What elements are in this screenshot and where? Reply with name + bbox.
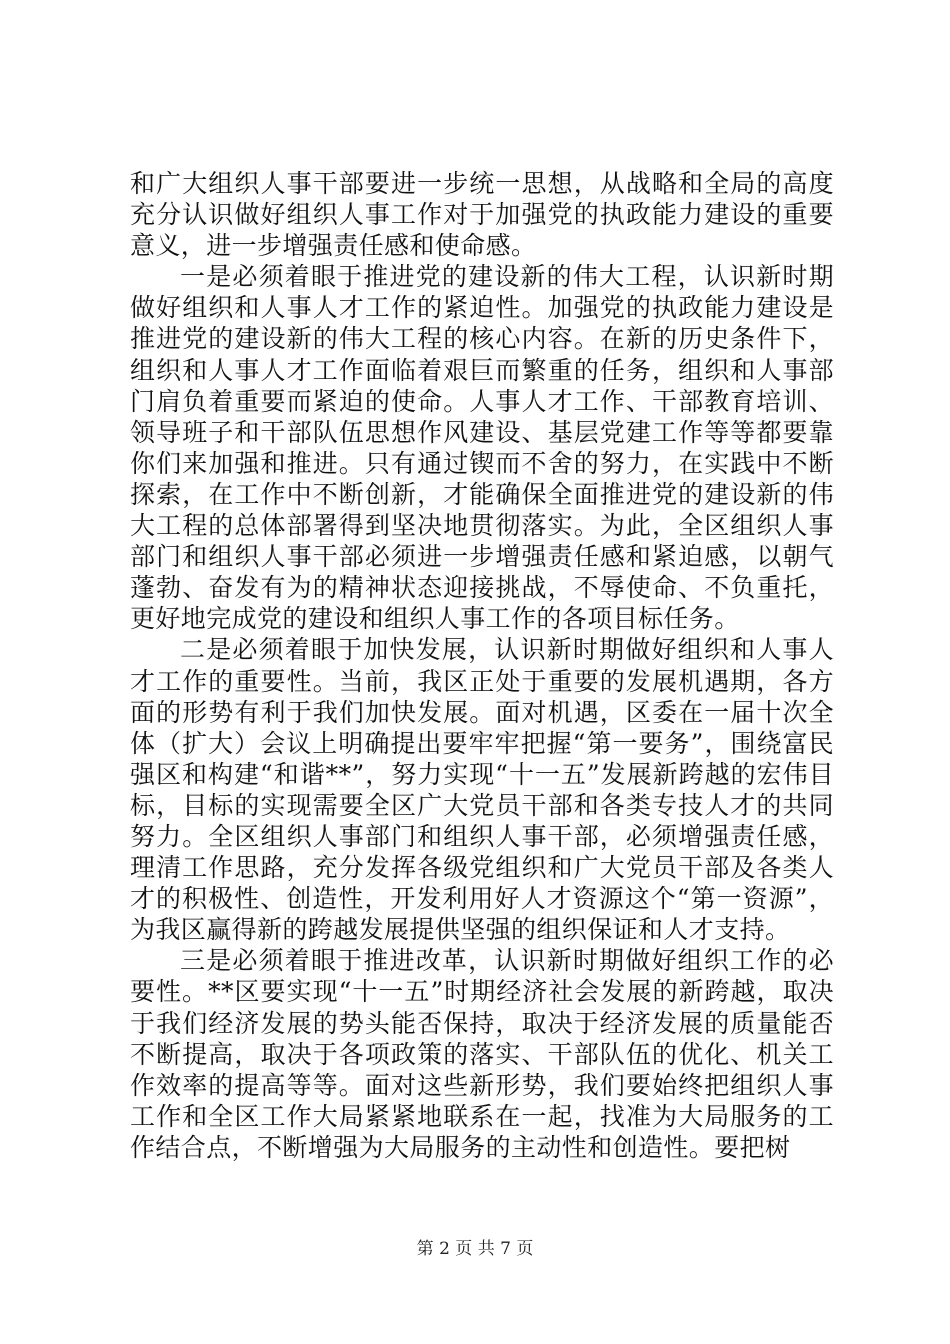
paragraph-2: 一是必须着眼于推进党的建设新的伟大工程，认识新时期做好组织和人事人才工作的紧迫性。加强党的执政能力建设是推进党的建设新的伟大工程的核心内容。在新的历史条件下，组织和人事人才工作面临着艰巨而繁重的任务，组织和人事部门肩负着重要而紧迫的使命。人事人才工作、干部教育培训、领导班子和干部队伍思想作风建设、基层党建工作等等都要靠你们来加强和推进。只有通过锲而不舍的努力，在实践中不断探索，在工作中不断创新，才能确保全面推进党的建设新的伟大工程的总体部署得到坚决地贯彻落实。为此，全区组织人事部门和组织人事干部必须进一步增强责任感和紧迫感，以朝气蓬勃、奋发有为的精神状态迎接挑战，不辱使命、不负重托，更好地完成党的建设和组织人事工作的各项目标任务。 [130,262,834,634]
paragraph-1: 和广大组织人事干部要进一步统一思想，从战略和全局的高度充分认识做好组织人事工作对于加强党的执政能力建设的重要意义，进一步增强责任感和使命感。 [130,169,834,261]
paragraph-3: 二是必须着眼于加快发展，认识新时期做好组织和人事人才工作的重要性。当前，我区正处于重要的发展机遇期，各方面的形势有利于我们加快发展。面对机遇，区委在一届十次全体（扩大）会议上明确提出要牢牢把握“第一要务”，围绕富民强区和构建“和谐**”，努力实现“十一五”发展新跨越的宏伟目标，目标的实现需要全区广大党员干部和各类专技人才的共同努力。全区组织人事部门和组织人事干部，必须增强责任感，理清工作思路，充分发挥各级党组织和广大党员干部及各类人才的积极性、创造性，开发利用好人才资源这个“第一资源”，为我区赢得新的跨越发展提供坚强的组织保证和人才支持。 [130,635,834,945]
page-number-footer: 第 2 页 共 7 页 [416,1239,534,1259]
document-body [130,168,834,1163]
paragraph-4: 三是必须着眼于推进改革，认识新时期做好组织工作的必要性。**区要实现“十一五”时期经济社会发展的新跨越，取决于我们经济发展的势头能否保持，取决于经济发展的质量能否不断提高，取决于各项政策的落实、干部队伍的优化、机关工作效率的提高等等。面对这些新形势，我们要始终把组织人事工作和全区工作大局紧紧地联系在一起，找准为大局服务的工作结合点，不断增强为大局服务的主动性和创造性。要把树 [130,946,834,1162]
